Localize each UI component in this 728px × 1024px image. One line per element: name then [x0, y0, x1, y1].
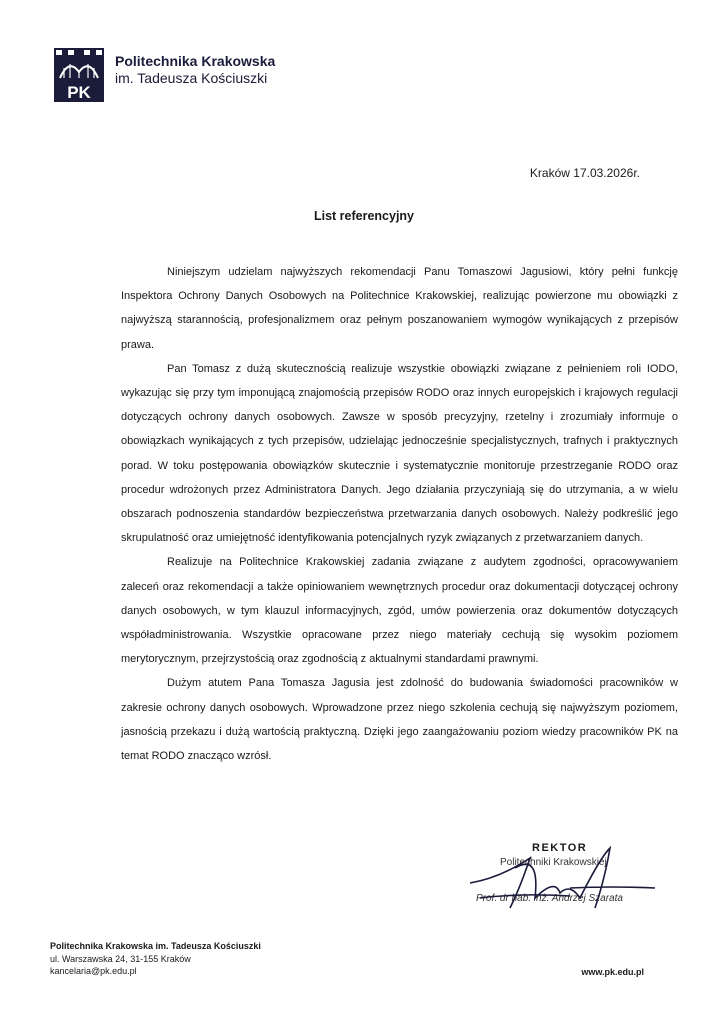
footer-institution: Politechnika Krakowska im. Tadeusza Kościuszki [50, 941, 261, 951]
footer-website: www.pk.edu.pl [581, 967, 644, 977]
paragraph-2: Pan Tomasz z dużą skutecznością realizuje wszystkie obowiązki związane z pełnieniem roli IODO, wykazując się przy tym imponującą znajomością przepisów RODO oraz innych europejskich i krajowych regulacji dotyczących ochrony danych osobowych. Zawsze w sposób precyzyjny, rzetelny i zrozumiały informuje o obowiązkach wynikających z tych przepisów, udzielając jednocześnie specjalistycznych, trafnych i praktycznych porad. W toku postępowania obowiązków skutecznie i systematycznie monitoruje przestrzeganie RODO oraz procedur wdrożonych przez Administratora Danych. Jego działania przyczyniają się do utrzymania, a w wielu obszarach podnoszenia standardów bezpieczeństwa przetwarzania danych osobowych. Należy podkreślić jego skrupulatność oraz umiejętność identyfikowania potencjalnych ryzyk związanych z przetwarzaniem danych. [121, 362, 678, 545]
letter-date: Kraków 17.03.2026r. [529, 166, 640, 180]
signature-role: REKTOR [532, 842, 588, 854]
logo-text: PK [67, 83, 91, 102]
paragraph-3: Realizuje na Politechnice Krakowskiej zadania związane z audytem zgodności, opracowywaniem zaleceń oraz rekomendacji a także opiniowaniem wewnętrznych procedur oraz dokumentacji dotyczącej ochrony danych osobowych, w tym klauzul informacyjnych, zgód, umów powierzenia oraz dokumentów dotyczących współadministrowania. Wszystkie opracowane przez niego materiały cechują się wysokim poziomem merytorycznym, przejrzystością oraz zgodnością z aktualnymi standardami prawnymi. [121, 556, 678, 666]
letter-title: List referencyjny [313, 209, 415, 223]
footer-email: kancelaria@pk.edu.pl [50, 966, 137, 976]
pk-logo-icon [54, 48, 104, 102]
signature-institution: Politechniki Krakowskiej [500, 857, 607, 868]
paragraph-1: Niniejszym udzielam najwyższych rekomendacji Panu Tomaszowi Jagusiowi, który pełni funkcję Inspektora Ochrony Danych Osobowych na Politechnice Krakowskiej, realizując powierzone mu obowiązki z najwyższą starannością, profesjonalizmem oraz pełnym poszanowaniem wymogów wynikających z przepisów prawa. [121, 266, 678, 351]
handwritten-signature-icon [460, 838, 660, 918]
institution-subtitle: im. Tadeusza Kościuszki [115, 70, 268, 86]
letter-body [121, 260, 678, 768]
institution-header [115, 53, 275, 87]
footer-address-block [50, 940, 261, 978]
signature-name: Prof. dr hab. inż. Andrzej Szarata [476, 893, 623, 904]
institution-name: Politechnika Krakowska [115, 53, 276, 69]
footer-address: ul. Warszawska 24, 31-155 Kraków [50, 953, 191, 964]
paragraph-4: Dużym atutem Pana Tomasza Jagusia jest zdolność do budowania świadomości pracowników w zakresie ochrony danych osobowych. Wprowadzone przez niego szkolenia cechują się najwyższym poziomem, jasnością przekazu i dużą wartością praktyczną. Dzięki jego zaangażowaniu poziom wiedzy pracowników PK na temat RODO znacząco wzrósł. [121, 677, 678, 763]
